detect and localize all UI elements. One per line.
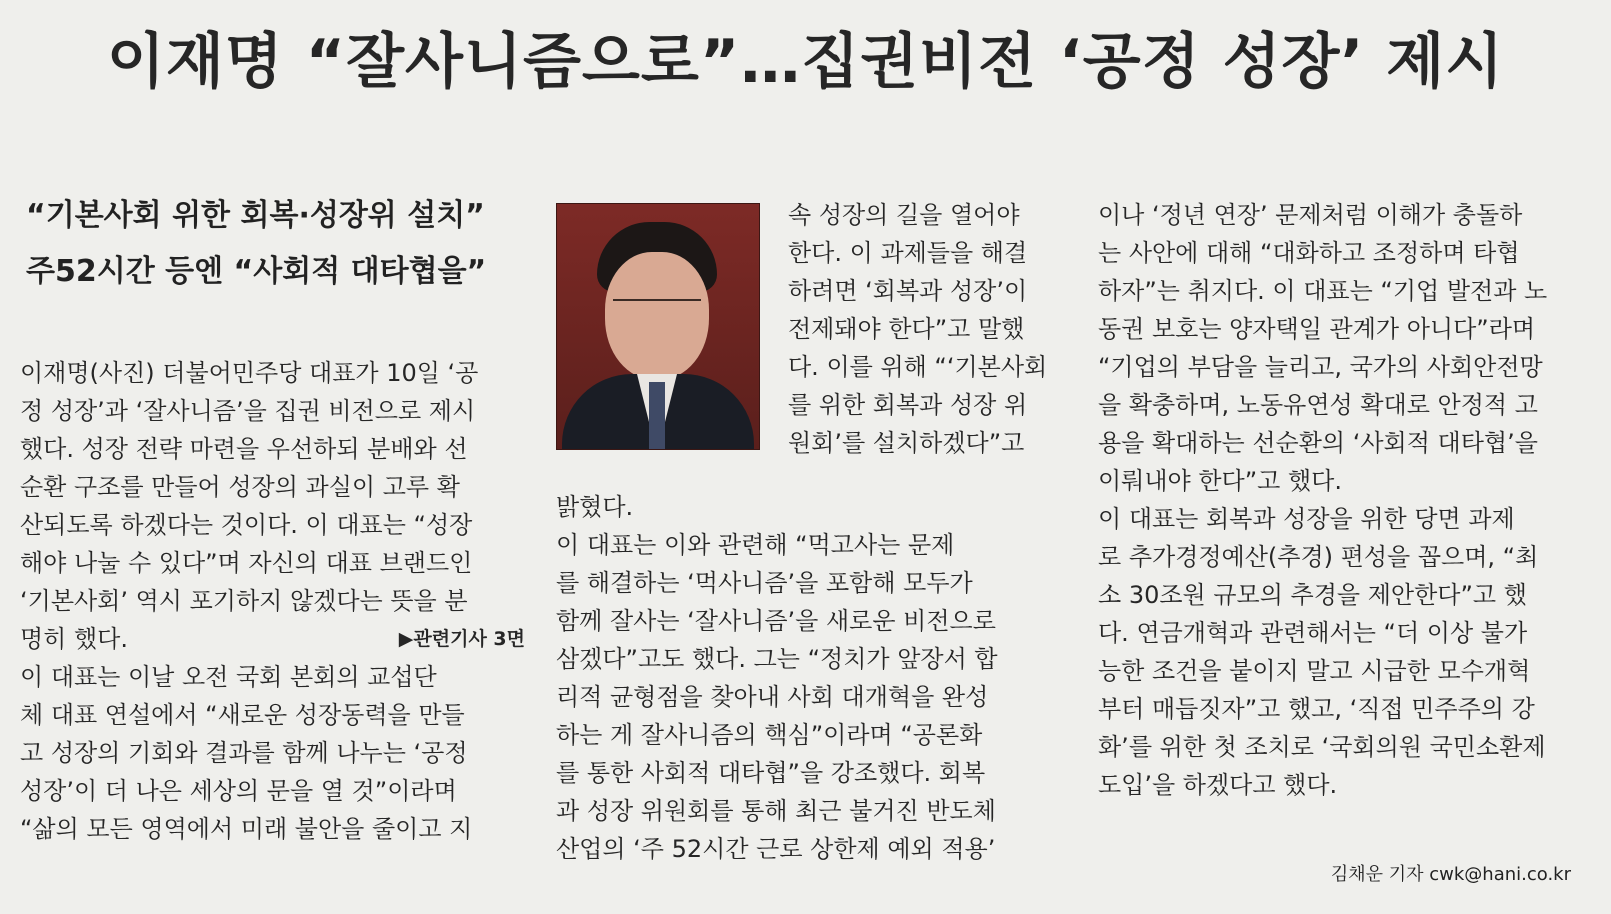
text-line: 이 대표는 회복과 성장을 위한 당면 과제 <box>1098 505 1515 533</box>
text-line: 산업의 ‘주 52시간 근로 상한제 예외 적용’ <box>556 835 996 863</box>
text-line: 로 추가경정예산(추경) 편성을 꼽으며, “최 <box>1098 543 1539 571</box>
subhead-line: “기본사회 위한 회복·성장위 설치” <box>26 198 485 233</box>
headline: 이재명 “잘사니즘으로”…집권비전 ‘공정 성장’ 제시 <box>106 27 1505 97</box>
text-line: 명히 했다. <box>20 625 128 653</box>
text-line: 함께 잘사는 ‘잘사니즘’을 새로운 비전으로 <box>556 607 996 635</box>
text-line: 를 통한 사회적 대타협”을 강조했다. 회복 <box>556 759 986 787</box>
text-line: “삶의 모든 영역에서 미래 불안을 줄이고 지 <box>20 815 473 843</box>
text-line: 리적 균형점을 찾아내 사회 대개혁을 완성 <box>556 683 989 711</box>
text-line: 도입’을 하겠다고 했다. <box>1098 771 1338 799</box>
text-line: 이 대표는 이날 오전 국회 본회의 교섭단 <box>20 663 437 691</box>
text-line: 삼겠다”고도 했다. 그는 “정치가 앞장서 합 <box>556 645 998 673</box>
column-2-top <box>788 196 1053 462</box>
text-line: 해야 나눌 수 있다”며 자신의 대표 브랜드인 <box>20 549 473 577</box>
text-line: 하려면 ‘회복과 성장’이 <box>788 277 1028 305</box>
text-line: 이재명(사진) 더불어민주당 대표가 10일 ‘공 <box>20 359 479 387</box>
text-line: ‘기본사회’ 역시 포기하지 않겠다는 뜻을 분 <box>20 587 468 615</box>
text-line: 이 대표는 이와 관련해 “먹고사는 문제 <box>556 531 955 559</box>
text-line: 다. 이를 위해 “‘기본사회 <box>788 353 1048 381</box>
text-line: 성장’이 더 나은 세상의 문을 열 것”이라며 <box>20 777 457 805</box>
subhead-line: 주52시간 등엔 “사회적 대타협을” <box>26 254 487 289</box>
text-line: 밝혔다. <box>556 493 634 521</box>
text-line: 능한 조건을 붙이지 말고 시급한 모수개혁 <box>1098 657 1531 685</box>
text-line: 순환 구조를 만들어 성장의 과실이 고루 확 <box>20 473 460 501</box>
text-line: 을 확충하며, 노동유연성 확대로 안정적 고 <box>1098 391 1538 419</box>
text-line: 원회’를 설치하겠다”고 <box>788 429 1025 457</box>
text-line: 를 위한 회복과 성장 위 <box>788 391 1028 419</box>
text-line: 체 대표 연설에서 “새로운 성장동력을 만들 <box>20 701 465 729</box>
text-line: 산되도록 하겠다는 것이다. 이 대표는 “성장 <box>20 511 473 539</box>
text-line: 고 성장의 기회와 결과를 함께 나누는 ‘공정 <box>20 739 468 767</box>
text-line: 를 해결하는 ‘먹사니즘’을 포함해 모두가 <box>556 569 973 597</box>
text-line: 정 성장’과 ‘잘사니즘’을 집권 비전으로 제시 <box>20 397 476 425</box>
text-line: 소 30조원 규모의 추경을 제안한다”고 했 <box>1098 581 1527 609</box>
text-line: 화’를 위한 첫 조치로 ‘국회의원 국민소환제 <box>1098 733 1546 761</box>
column-2-bottom <box>556 488 1056 868</box>
text-line: 한다. 이 과제들을 해결 <box>788 239 1028 267</box>
column-3 <box>1098 196 1603 804</box>
text-line: 는 사안에 대해 “대화하고 조정하며 타협 <box>1098 239 1520 267</box>
photo-tie <box>649 382 665 450</box>
column-1 <box>20 354 525 848</box>
text-line: 이뤄내야 한다”고 했다. <box>1098 467 1342 495</box>
text-line: 과 성장 위원회를 통해 최근 불거진 반도체 <box>556 797 996 825</box>
text-line: 용을 확대하는 선순환의 ‘사회적 대타협’을 <box>1098 429 1538 457</box>
text-line: 다. 연금개혁과 관련해서는 “더 이상 불가 <box>1098 619 1528 647</box>
text-line: 이나 ‘정년 연장’ 문제처럼 이해가 충돌하 <box>1098 201 1523 229</box>
text-line: 부터 매듭짓자”고 했고, ‘직접 민주주의 강 <box>1098 695 1535 723</box>
text-line: 했다. 성장 전략 마련을 우선하되 분배와 선 <box>20 435 468 463</box>
text-line: 전제돼야 한다”고 말했 <box>788 315 1025 343</box>
text-line: 속 성장의 길을 열어야 <box>788 201 1020 229</box>
text-line: 동권 보호는 양자택일 관계가 아니다”라며 <box>1098 315 1536 343</box>
text-line: 하는 게 잘사니즘의 핵심”이라며 “공론화 <box>556 721 983 749</box>
photo-glasses <box>613 299 701 325</box>
text-line: “기업의 부담을 늘리고, 국가의 사회안전망 <box>1098 353 1543 381</box>
portrait-photo <box>556 203 760 450</box>
related-article-link[interactable]: ▶관련기사 3면 <box>398 628 525 650</box>
subhead <box>26 188 526 300</box>
text-line: 하자”는 취지다. 이 대표는 “기업 발전과 노 <box>1098 277 1548 305</box>
byline: 김채운 기자 cwk@hani.co.kr <box>1330 864 1571 885</box>
